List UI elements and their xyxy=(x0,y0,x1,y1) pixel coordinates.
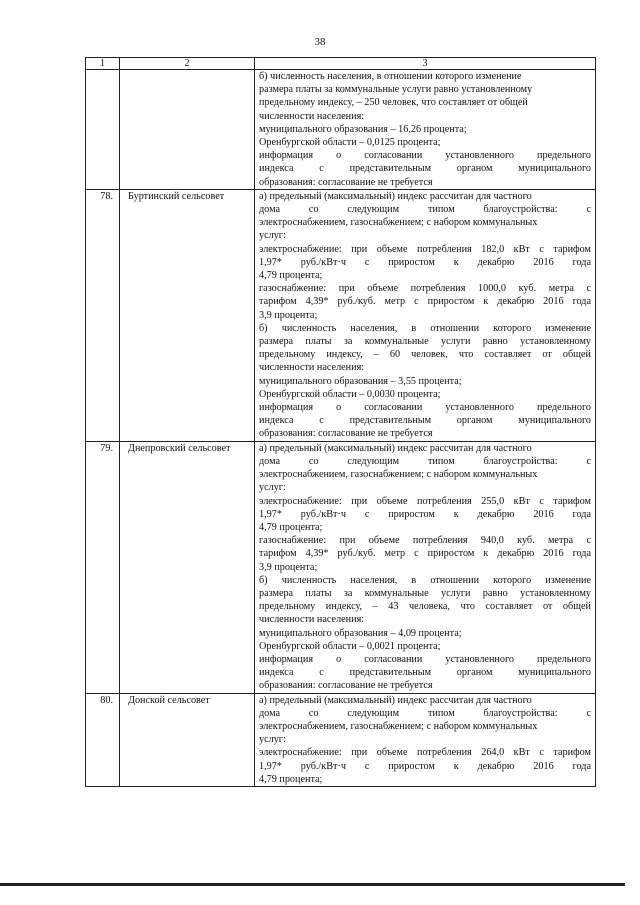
text-line: информация о согласовании установленного предельного xyxy=(259,653,591,665)
text-line: электроснабжение: при объеме потребления 182,0 кВт с тарифом xyxy=(259,243,591,255)
municipality-name: Днепровский сельсовет xyxy=(120,441,255,693)
text-line: электроснабжением, газоснабжением; с набором коммунальных xyxy=(259,217,538,229)
text-line: размера платы за коммунальные услуги равно установленному xyxy=(259,84,533,96)
municipality-name: Буртинский сельсовет xyxy=(120,189,255,441)
text-line: электроснабжением, газоснабжением; с набором коммунальных xyxy=(259,469,538,481)
text-line: Оренбургской области – 0,0021 процента; xyxy=(259,640,441,652)
text-line: 4,79 процента; xyxy=(259,773,323,785)
text-line: 3,9 процента; xyxy=(259,561,318,573)
text-line: муниципального образования – 4,09 процента; xyxy=(259,627,462,639)
table-row xyxy=(86,693,596,786)
text-line: 1,97* руб./кВт·ч с приростом к декабрю 2016 года xyxy=(259,760,591,772)
header-col-3: 3 xyxy=(255,58,596,70)
text-line: тарифом 4,39* руб./куб. метр с приростом к декабрю 2016 года xyxy=(259,296,591,308)
text-line: 1,97* руб./кВт·ч с приростом к декабрю 2016 года xyxy=(259,508,591,520)
text-line: 3,9 процента; xyxy=(259,309,318,321)
text-line: а) предельный (максимальный) индекс рассчитан для частного xyxy=(259,442,532,454)
table-row xyxy=(86,189,596,441)
text-line: газоснабжение: при объеме потребления 1000,0 куб. метра с xyxy=(259,283,591,295)
text-line: услуг: xyxy=(259,734,286,746)
text-line: тарифом 4,39* руб./куб. метр с приростом к декабрю 2016 года xyxy=(259,548,591,560)
text-line: 4,79 процента; xyxy=(259,521,323,533)
row-text-cell xyxy=(255,70,596,190)
row-number-cell xyxy=(86,70,120,190)
text-line: газоснабжение: при объеме потребления 940,0 куб. метра с xyxy=(259,535,591,547)
text-line: услуг: xyxy=(259,482,286,494)
text-line: муниципального образования – 16,26 процента; xyxy=(259,123,467,135)
text-line: б) численность населения, в отношении которого изменение xyxy=(259,574,591,586)
municipality-name: Донской сельсовет xyxy=(120,693,255,786)
text-line: электроснабжение: при объеме потребления 264,0 кВт с тарифом xyxy=(259,747,591,759)
text-line: информация о согласовании установленного предельного xyxy=(259,402,591,414)
text-line: услуг: xyxy=(259,230,286,242)
text-line: а) предельный (максимальный) индекс рассчитан для частного xyxy=(259,190,532,202)
text-line: предельному индексу, – 250 человек, что составляет от общей xyxy=(259,97,528,109)
table-row-continuation xyxy=(86,70,596,190)
header-col-2: 2 xyxy=(120,58,255,70)
text-line: Оренбургской области – 0,0125 процента; xyxy=(259,137,441,149)
row-number: 78. xyxy=(86,189,120,441)
text-line: численности населения: xyxy=(259,362,365,374)
header-col-1: 1 xyxy=(86,58,120,70)
document-table xyxy=(85,57,596,787)
text-line: дома со следующим типом благоустройства: с xyxy=(259,707,591,719)
row-text-cell xyxy=(255,693,596,786)
text-line: дома со следующим типом благоустройства: с xyxy=(259,204,591,216)
text-line: электроснабжение: при объеме потребления 255,0 кВт с тарифом xyxy=(259,495,591,507)
text-line: предельному индексу, – 43 человека, что составляет от общей xyxy=(259,601,591,613)
text-line: Оренбургской области – 0,0030 процента; xyxy=(259,388,441,400)
table-row xyxy=(86,441,596,693)
bottom-rule xyxy=(0,883,625,886)
text-line: индекса с представительным органом муниципального xyxy=(259,667,591,679)
row-text-cell xyxy=(255,189,596,441)
row-number: 79. xyxy=(86,441,120,693)
text-line: дома со следующим типом благоустройства: с xyxy=(259,455,591,467)
text-line: информация о согласовании установленного предельного xyxy=(259,150,591,162)
text-line: предельному индексу, – 60 человек, что составляет от общей xyxy=(259,349,591,361)
text-line: образования: согласование не требуется xyxy=(259,680,433,692)
text-line: образования: согласование не требуется xyxy=(259,176,433,188)
table-header-row xyxy=(86,58,596,70)
text-line: индекса с представительным органом муниципального xyxy=(259,415,591,427)
page-number: 38 xyxy=(314,36,326,48)
text-line: численности населения: xyxy=(259,110,365,122)
text-line: электроснабжением, газоснабжением; с набором коммунальных xyxy=(259,720,538,732)
text-line: размера платы за коммунальные услуги равно установленному xyxy=(259,587,591,599)
text-line: 4,79 процента; xyxy=(259,270,323,282)
text-line: б) численность населения, в отношении которого изменение xyxy=(259,71,522,82)
text-line: образования: согласование не требуется xyxy=(259,428,433,440)
text-line: индекса с представительным органом муниципального xyxy=(259,163,591,175)
row-text-cell xyxy=(255,441,596,693)
text-line: а) предельный (максимальный) индекс рассчитан для частного xyxy=(259,694,532,706)
row-number: 80. xyxy=(86,693,120,786)
row-name-cell xyxy=(120,70,255,190)
text-line: размера платы за коммунальные услуги равно установленному xyxy=(259,336,591,348)
text-line: муниципального образования – 3,55 процента; xyxy=(259,375,462,387)
text-line: б) численность населения, в отношении которого изменение xyxy=(259,322,591,334)
text-line: численности населения: xyxy=(259,614,365,626)
text-line: 1,97* руб./кВт·ч с приростом к декабрю 2016 года xyxy=(259,256,591,268)
